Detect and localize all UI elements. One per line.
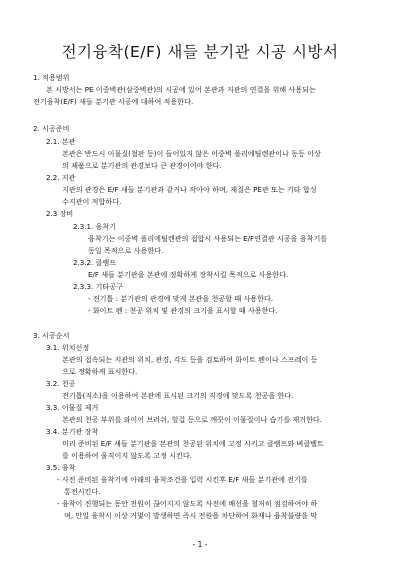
list-item: - 사전 준비된 융착기에 아래의 융착조건을 입력 시킨후 E/F 새들 분기관에 전기를 — [57, 475, 308, 484]
subsection-heading: 3.5. 융착 — [46, 463, 76, 472]
paragraph-line: 미리 준비된 E/F 새들 분기관을 본관의 천공된 위치에 고정 시키고 클램프와 벼클벨트 — [62, 439, 324, 448]
list-item: 며, 만일 융착시 이상 거몇이 발생하면 즉시 전원을 차단하여 화재나 융착불량을 막 — [64, 511, 318, 520]
paragraph-line: 지관의 관경은 E/F 새들 분기관과 같거나 작아야 하며, 재질은 PE관 또는 기타 합성 — [62, 185, 317, 194]
paragraph-line: 전기융착(E/F) 새들 분기관 시공에 대하여 적용한다. — [33, 97, 194, 106]
subsection-heading: 2.1. 본관 — [46, 137, 76, 146]
paragraph-line: 으로 정확하게 표시한다. — [62, 367, 138, 376]
subsection-heading: 3.1. 위치선정 — [46, 343, 90, 352]
paragraph-line: 본관은 반드시 이물질(철판 등)이 들어있지 않은 이중벽 폴리에틸렌관이나 동등 이상 — [62, 149, 321, 158]
subsection-heading: 3.4. 분기관 장착 — [46, 427, 99, 436]
section-heading: 3. 시공순서 — [33, 331, 70, 340]
section-heading: 2. 시공준비 — [33, 124, 70, 133]
paragraph-line: 융착기는 이중벽 폴리에틸렌관의 접합시 사용되는 E/F연결관 시공을 융착기를 — [88, 234, 328, 243]
paragraph-line: 본관의 접속되는 지관의 위치, 관경, 각도 등을 검토하여 화이트 펜이나 스프레이 등 — [62, 355, 318, 364]
subsubsection-heading: 2.3.1. 융착기 — [73, 222, 117, 231]
subsection-heading: 3.2. 천공 — [46, 379, 76, 388]
paragraph-line: 동일 목적으로 사용한다. — [88, 246, 164, 255]
paragraph-line: 본관의 천공 부위를 와이어 브러쉬, 헝겁 등으로 깨끗이 이물질이나 습기를 제거한다. — [62, 415, 323, 424]
document-title: 전기융착(E/F) 새들 분기관 시공 시방서 — [61, 43, 339, 61]
paragraph-line: 의 제품으로 분기관의 관경보다 큰 관경이어야 한다. — [62, 161, 222, 170]
list-item: - 전기톱 : 분기관의 관경에 맞게 본관을 천공할 때 사용한다. — [88, 294, 274, 303]
section-heading: 1. 적용범위 — [33, 73, 70, 82]
paragraph-line: 전기톱(직소)을 이용하여 본관에 표시된 크기의 직경에 맞도록 천공을 한다. — [62, 391, 294, 400]
paragraph-line: 를 이용하여 움직이지 않도록 고정 시킨다. — [62, 451, 193, 460]
subsection-heading: 2.2. 지관 — [46, 173, 76, 182]
subsection-heading: 3.3. 이물질 제거 — [46, 403, 99, 412]
list-item: - 화이트 펜 : 천공 위치 및 관경의 크기을 표시할 때 사용한다. — [88, 306, 278, 315]
list-item: - 융착이 진행되는 동안 전원이 끊어지지 않도록 사전에 배선을 철저히 점검하여야 하 — [57, 499, 318, 508]
subsubsection-heading: 2.3.2. 클램프 — [73, 258, 117, 267]
paragraph-line: E/F 새들 분기관을 본관에 정확하게 장착시킬 목적으로 사용한다. — [88, 270, 289, 279]
subsection-heading: 2.3 장비 — [46, 209, 74, 218]
paragraph-line: 수지관이 적합하다. — [62, 197, 122, 206]
list-item: 통전시킨다. — [64, 487, 101, 496]
paragraph-line: 본 시방서는 PE 이중벽관(삼중벽관)의 시공에 있어 본관과 지관의 연결을 위해 사용되는 — [46, 85, 316, 94]
subsubsection-heading: 2.3.3. 기타공구 — [73, 282, 123, 291]
page-number: - 1 - — [192, 540, 208, 549]
